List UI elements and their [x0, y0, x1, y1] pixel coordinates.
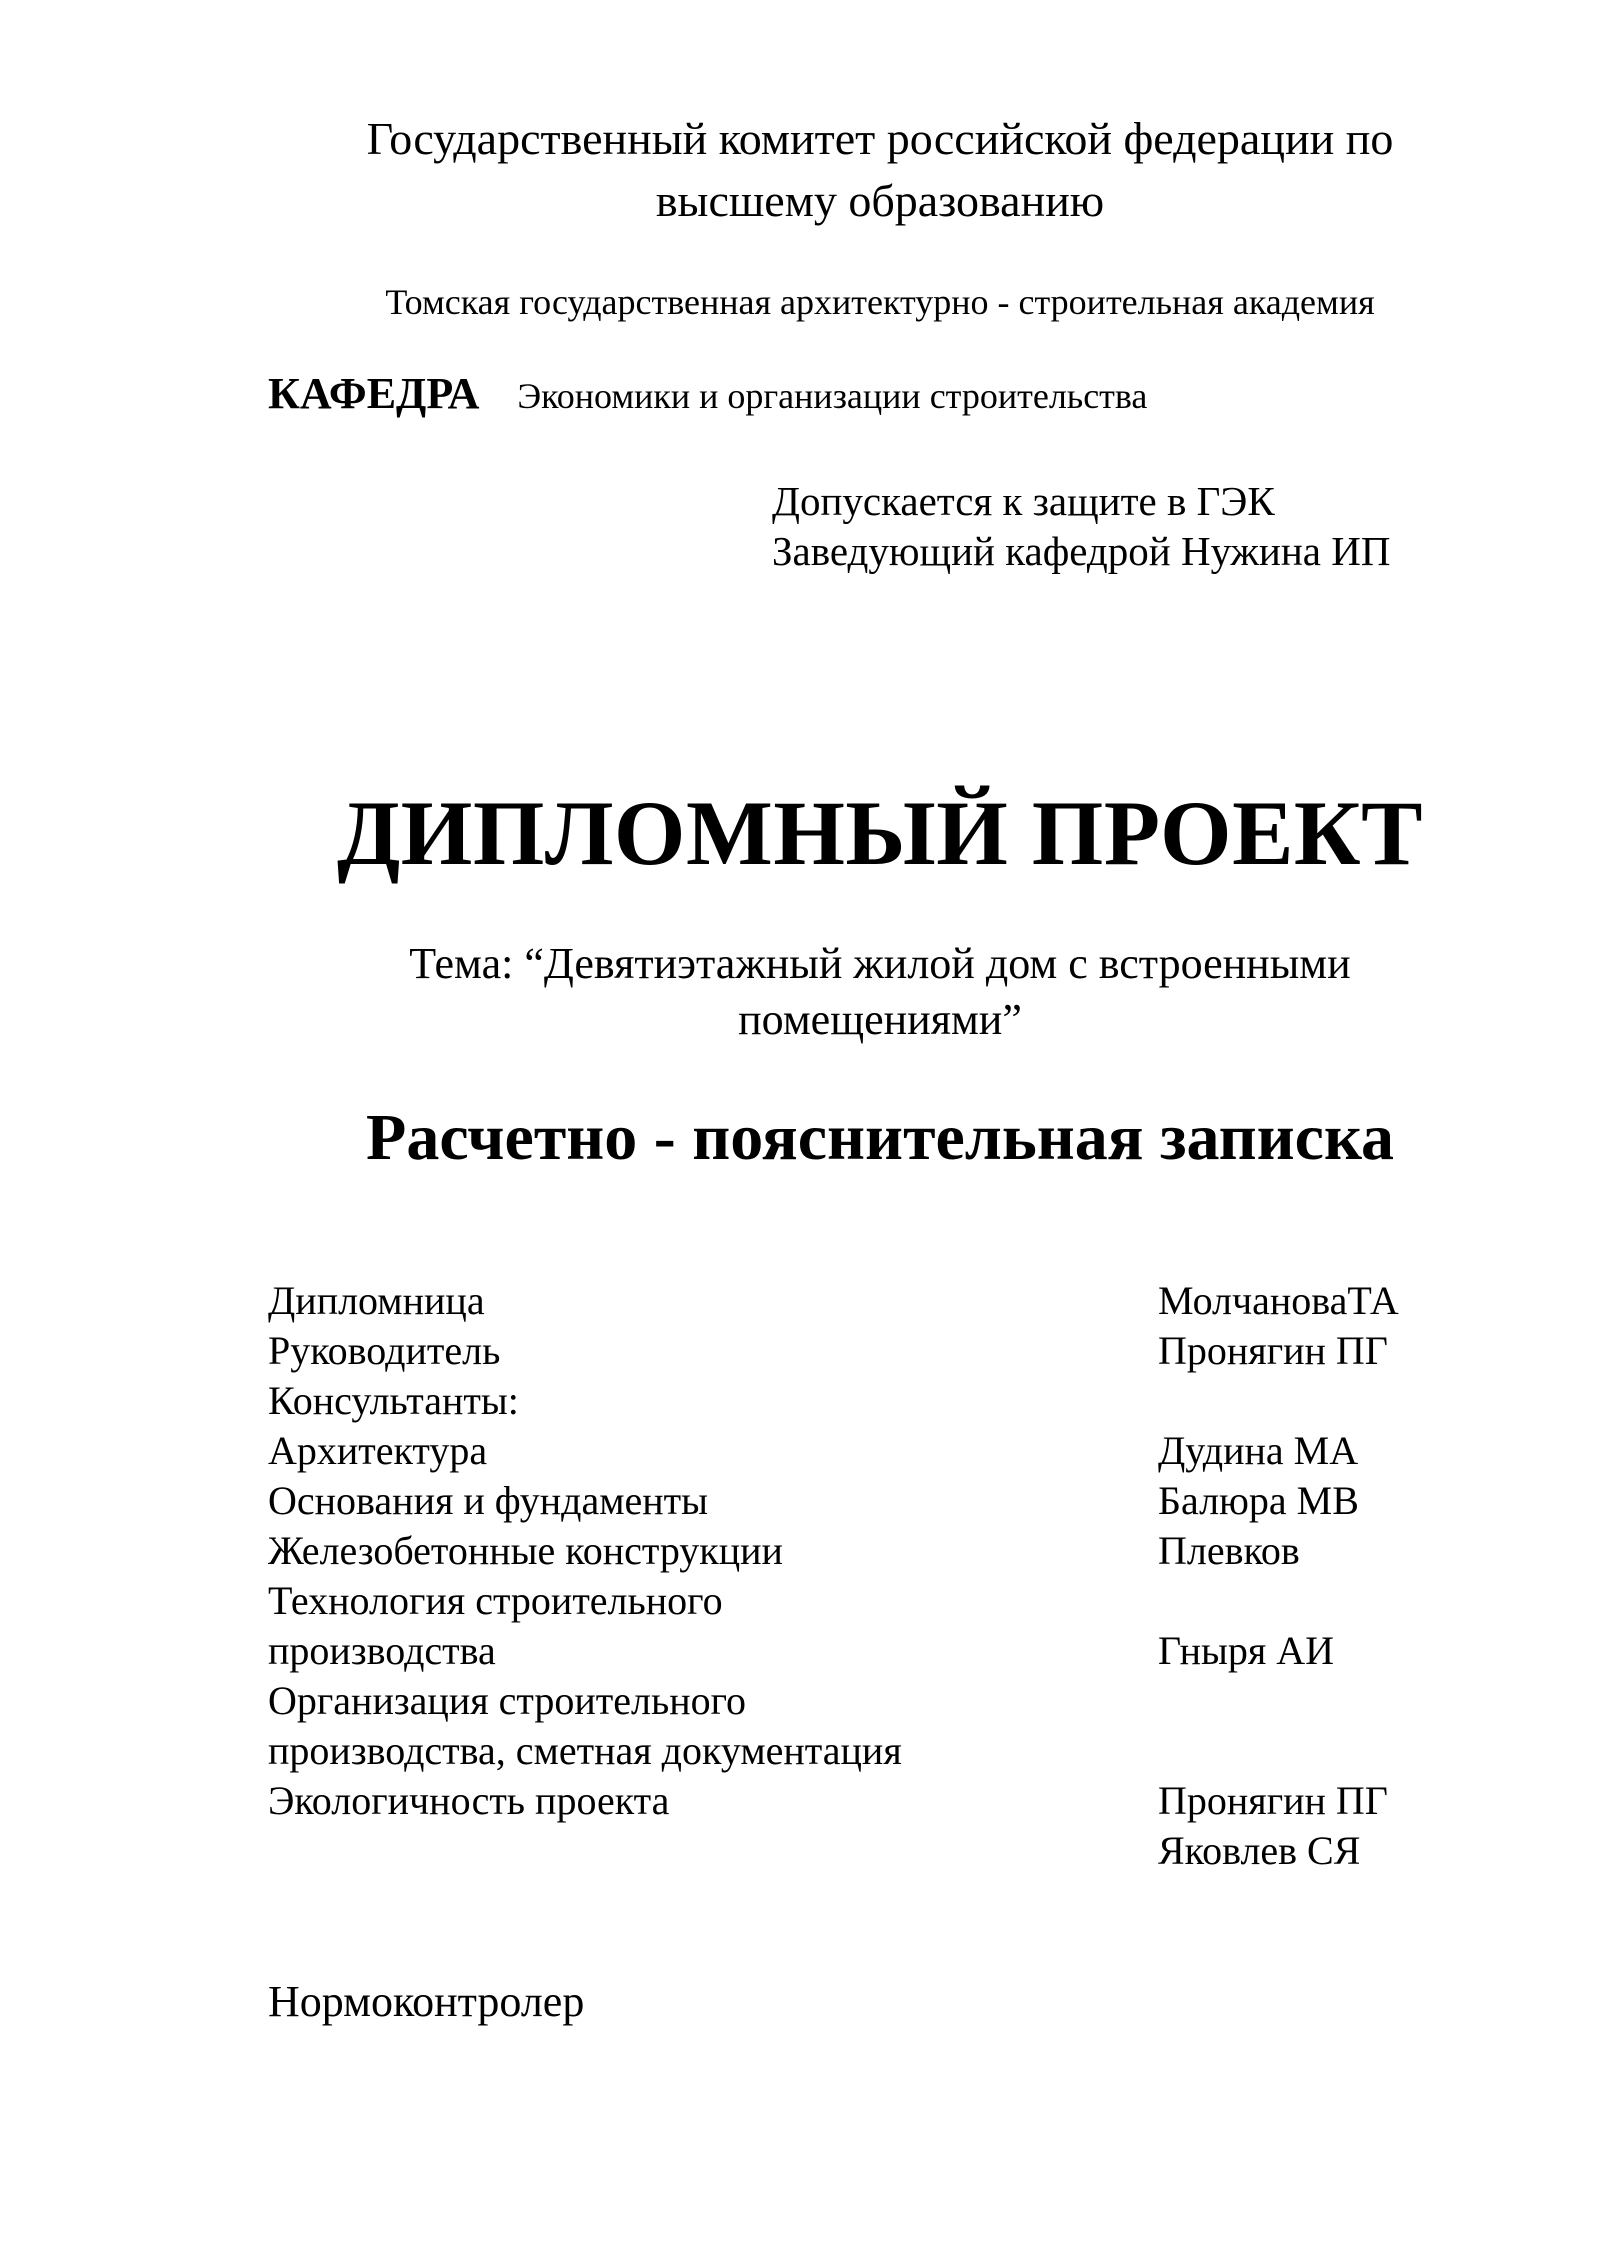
role-row [268, 1426, 1518, 1476]
committee-line-1: Государственный комитет российской федерации по [366, 113, 1394, 164]
department-name: Экономики и организации строительства [517, 376, 1148, 416]
academy-name: Томская государственная архитектурно - строительная академия [385, 282, 1375, 322]
document-title: ДИПЛОМНЫЙ ПРОЕКТ [336, 782, 1424, 884]
role-label: Железобетонные конструкции [268, 1528, 783, 1573]
topic-line-2: помещениями” [738, 995, 1022, 1044]
role-label: Архитектура [268, 1428, 488, 1473]
role-row [268, 1726, 1518, 1776]
role-label: Руководитель [268, 1328, 501, 1373]
role-row [268, 1326, 1518, 1376]
role-person: Пронягин ПГ [1158, 1778, 1388, 1823]
document-subtitle: Расчетно - пояснительная записка [366, 1101, 1394, 1174]
role-row [268, 1676, 1518, 1726]
role-label: Технология строительного [268, 1578, 723, 1623]
role-label: производства [268, 1628, 496, 1673]
role-row [268, 1826, 1518, 1876]
role-person: Яковлев СЯ [1158, 1828, 1361, 1873]
roles-list [268, 1276, 1518, 1876]
role-person: Плевков [1158, 1528, 1300, 1573]
committee-line-2: высшему образованию [655, 175, 1105, 226]
admission-block [772, 476, 1390, 576]
role-label: Консультанты: [268, 1378, 519, 1423]
topic-line-1: Тема: “Девятиэтажный жилой дом с встроенными [409, 939, 1351, 988]
role-row [268, 1276, 1518, 1326]
committee-heading [160, 108, 1600, 232]
role-label: производства, сметная документация [268, 1728, 902, 1773]
role-row [268, 1576, 1518, 1626]
role-label: Дипломница [268, 1278, 485, 1323]
role-row [268, 1526, 1518, 1576]
role-person: Пронягин ПГ [1158, 1328, 1388, 1373]
department-label: КАФЕДРА [268, 369, 480, 418]
role-person: МолчановаТА [1158, 1278, 1399, 1323]
admission-line-2: Заведующий кафедрой Нужина ИП [772, 528, 1391, 574]
role-row [268, 1376, 1518, 1426]
normocontrol-label: Нормоконтролер [268, 1977, 585, 2026]
role-label: Основания и фундаменты [268, 1478, 709, 1523]
role-label: Организация строительного [268, 1678, 747, 1723]
role-person: Балюра МВ [1158, 1478, 1359, 1523]
role-label: Экологичность проекта [268, 1778, 670, 1823]
role-row [268, 1476, 1518, 1526]
role-row [268, 1776, 1518, 1826]
role-person: Гныря АИ [1158, 1628, 1335, 1673]
role-row [268, 1626, 1518, 1676]
topic-block [160, 936, 1600, 1048]
department-row [268, 370, 1147, 420]
admission-line-1: Допускается к защите в ГЭК [772, 478, 1275, 524]
role-person: Дудина МА [1158, 1428, 1359, 1473]
